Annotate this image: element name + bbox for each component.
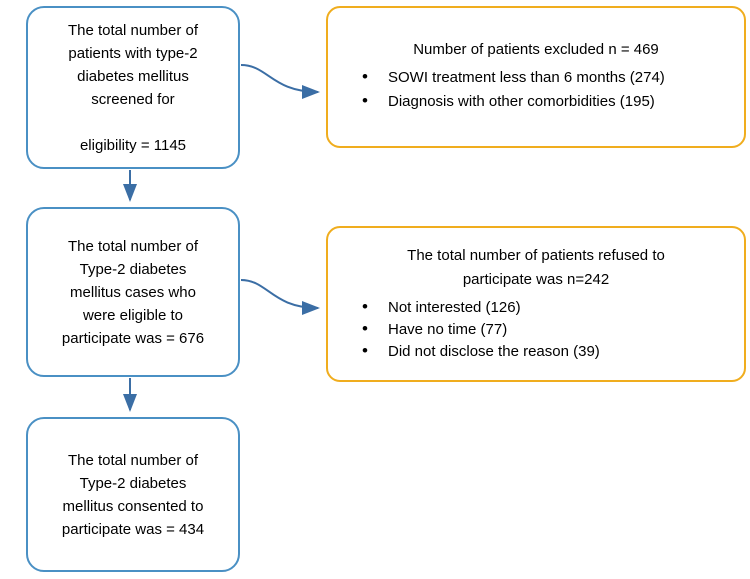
node-consented-line-4: participate was = 434 [61, 520, 205, 538]
node-screened-line-4: screened for [91, 90, 175, 108]
node-refused [326, 226, 746, 382]
node-excluded-heading: Number of patients excluded n = 469 [413, 41, 659, 58]
list-item: • Diagnosis with other comorbidities (195) [358, 91, 734, 113]
node-screened-line-6: eligibility = 1145 [79, 136, 187, 154]
arrow-eligible-to-refused [241, 280, 318, 308]
node-refused-bullets [328, 297, 744, 363]
node-eligible-line-2: Type-2 diabetes [79, 260, 187, 278]
node-refused-heading-line-1: The total number of patients refused to [407, 247, 665, 264]
node-consented-line-2: Type-2 diabetes [79, 474, 187, 492]
node-consented-line-3: mellitus consented to [62, 497, 204, 515]
node-eligible-line-1: The total number of [67, 237, 199, 255]
node-screened-line-3: diabetes mellitus [77, 67, 189, 85]
node-eligible-line-3: mellitus cases who [70, 283, 196, 301]
node-excluded-bullets [328, 67, 744, 115]
list-item: • Have no time (77) [358, 319, 734, 341]
node-eligible [26, 207, 240, 377]
node-refused-heading-line-2: participate was n=242 [462, 271, 610, 288]
node-screened-line-2: patients with type-2 [68, 44, 198, 62]
list-item: • Not interested (126) [358, 297, 734, 319]
list-item: • SOWI treatment less than 6 months (274) [358, 67, 734, 89]
node-screened-line-5 [28, 111, 238, 134]
list-item: • Did not disclose the reason (39) [358, 341, 734, 363]
node-eligible-line-4: were eligible to [82, 306, 184, 324]
node-consented-line-1: The total number of [67, 451, 199, 469]
arrow-screened-to-excluded [241, 65, 318, 92]
node-screened-line-1: The total number of [67, 21, 199, 39]
node-excluded [326, 6, 746, 148]
node-screened [26, 6, 240, 169]
node-eligible-line-5: participate was = 676 [61, 329, 205, 347]
node-consented [26, 417, 240, 572]
